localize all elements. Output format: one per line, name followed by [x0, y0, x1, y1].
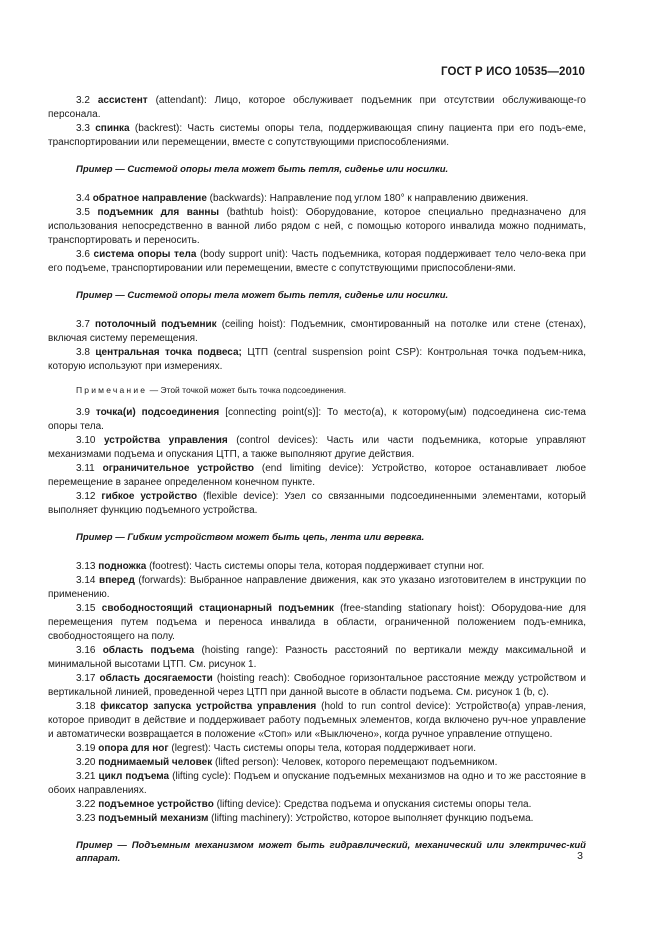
definition-number: 3.21 — [76, 771, 96, 782]
definition-text: (attendant): Лицо, которое обслуживает подъемник при отсутствии обслуживающе-го персонала. — [48, 95, 586, 120]
definition-3-20 — [48, 756, 586, 770]
definition-number: 3.10 — [76, 435, 96, 446]
example-label: Пример — — [76, 290, 125, 301]
definition-text: (hoisting range): Разность расстояний по вертикали между максимальной и минимальной высотами ЦТП. См. рисунок 1. — [48, 645, 586, 670]
page-number: 3 — [577, 850, 583, 862]
definition-text: [connecting point(s)]: То место(а), к которому(ым) подсоединена сис-тема опоры тела. — [48, 407, 586, 432]
definition-number: 3.14 — [76, 575, 96, 586]
definition-number: 3.6 — [76, 249, 90, 260]
definition-3-17 — [48, 672, 586, 700]
definition-number: 3.22 — [76, 799, 96, 810]
definition-text: (lifting machinery): Устройство, которое выполняет функцию подъема. — [208, 813, 534, 824]
definition-term: подъемник для ванны — [97, 207, 219, 218]
definition-term: свободностоящий стационарный подъемник — [101, 603, 334, 614]
definition-3-16 — [48, 644, 586, 672]
definition-term: обратное направление — [92, 193, 207, 204]
definition-3-8 — [48, 346, 586, 374]
definition-number: 3.3 — [76, 123, 90, 134]
definition-number: 3.13 — [76, 561, 96, 572]
definition-term: спинка — [95, 123, 130, 134]
definition-number: 3.18 — [76, 701, 96, 712]
definition-text: (lifting cycle): Подъем и опускание подъемных механизмов на одно и то же расстояние в обоих направлениях. — [48, 771, 586, 796]
example-text: Гибким устройством может быть цепь, лента или веревка. — [124, 532, 425, 543]
definition-number: 3.19 — [76, 743, 96, 754]
definition-text: (legrest): Часть системы опоры тела, которая поддерживает ноги. — [168, 743, 477, 754]
definition-term: область подъема — [102, 645, 195, 656]
definition-text: (backrest): Часть системы опоры тела, поддерживающая спину пациента при его подъ-еме, транспортировании или перемещении, вместе с сопутствующими приспособлениями. — [48, 123, 586, 148]
definition-text: (flexible device): Узел со связанными подсоединенными элементами, который выполняет функцию подъемного устройства. — [48, 491, 586, 516]
example-label: Пример — — [76, 840, 127, 851]
definition-text: (ceiling hoist): Подъемник, смонтированный на потолке или стене (стенах), включая систему перемещения. — [48, 319, 587, 344]
definition-number: 3.8 — [76, 347, 90, 358]
definition-number: 3.2 — [76, 95, 90, 106]
definition-3-18 — [48, 700, 586, 742]
definition-3-3 — [48, 122, 586, 150]
definition-term: поднимаемый человек — [98, 757, 213, 768]
definition-text: (control devices): Часть или части подъемника, которые управляют механизмами подъема и опускания ЦТП, а также выполняют другие действия. — [48, 435, 586, 460]
definition-term: фиксатор запуска устройства управления — [100, 701, 317, 712]
definition-number: 3.16 — [76, 645, 96, 656]
definition-3-19 — [48, 742, 586, 756]
remark-label: Примечание — [76, 385, 148, 395]
definition-term: ассистент — [97, 95, 148, 106]
definition-text: (bathtub hoist): Оборудование, которое специально предназначено для использования непосредственно в ванной либо рядом с ней, с помощью которого инвалида можно поднимать, транспортировать и переносить. — [48, 207, 586, 246]
definition-number: 3.7 — [76, 319, 90, 330]
definition-3-13 — [48, 560, 586, 574]
definition-term: центральная точка подвеса; — [95, 347, 242, 358]
definition-text: (lifting device): Средства подъема и опускания системы опоры тела. — [213, 799, 532, 810]
example-text: Подъемным механизмом может быть гидравлический, механический или электричес-кий аппарат. — [76, 840, 586, 864]
definition-text: (forwards): Выбранное направление движения, как это указано изготовителем в инструкции по применению. — [48, 575, 586, 600]
definition-3-7 — [48, 318, 586, 346]
definition-number: 3.17 — [76, 673, 96, 684]
definition-term: подножка — [98, 561, 147, 572]
definition-term: область досягаемости — [99, 673, 213, 684]
definition-text: (hoisting reach): Свободное горизонтальное расстояние между устройством и вертикальной линией, проведенной через ЦТП при данной высоте в области подъема. См. рисунок 1 (b, c). — [48, 673, 586, 698]
definition-term: потолочный подъемник — [94, 319, 217, 330]
definition-number: 3.12 — [76, 491, 96, 502]
example-text: Системой опоры тела может быть петля, сиденье или носилки. — [124, 164, 449, 175]
definition-number: 3.20 — [76, 757, 96, 768]
example-label: Пример — — [76, 532, 125, 543]
definition-number: 3.9 — [76, 407, 90, 418]
example-note — [48, 531, 586, 544]
definition-text: (hold to run control device): Устройство(а) управ-ления, которое приводит в действие и поддерживает работу подъемных элементов, когда включено руч-ное управление и автоматически возвращается в положение «Стоп» или «Выключено», когда ручное управление отпущено. — [48, 701, 587, 740]
remark-text: — Этой точкой может быть точка подсоединения. — [147, 385, 347, 395]
definition-term: цикл подъема — [98, 771, 170, 782]
definition-text: (free-standing stationary hoist): Оборудова-ние для перемещения путем подъема и переноса инвалида в области, ограниченной положением подъ-емника, свободностоящего на полу. — [48, 603, 586, 642]
example-label: Пример — — [76, 164, 125, 175]
definition-term: система опоры тела — [93, 249, 197, 260]
example-note — [48, 163, 586, 176]
example-note — [48, 289, 586, 302]
definition-text: (end limiting device): Устройство, которое останавливает любое перемещение в заранее определенном конечном пункте. — [48, 463, 587, 488]
definition-number: 3.4 — [76, 193, 90, 204]
definition-text: (body support unit): Часть подъемника, которая поддерживает тело чело-века при его подъеме, транспортировании или перемещении, вместе с сопутствующими приспособлени-ями. — [48, 249, 586, 274]
definition-term: гибкое устройство — [101, 491, 198, 502]
definition-3-2 — [48, 94, 586, 122]
definition-text: (lifted person): Человек, которого перемещают подъемником. — [212, 757, 498, 768]
definition-3-12 — [48, 490, 586, 518]
definition-3-22 — [48, 798, 586, 812]
definition-3-5 — [48, 206, 586, 248]
definition-3-9 — [48, 406, 586, 434]
definition-3-21 — [48, 770, 586, 798]
definition-term: опора для ног — [98, 743, 169, 754]
document-body — [48, 94, 586, 881]
definition-text: ЦТП (central suspension point CSP): Контрольная точка подъем-ника, которую используют при измерениях. — [48, 347, 586, 372]
definition-term: подъемное устройство — [98, 799, 214, 810]
definition-3-10 — [48, 434, 586, 462]
definition-3-4 — [48, 192, 586, 206]
definition-term: точка(и) подсоединения — [95, 407, 220, 418]
definition-3-11 — [48, 462, 586, 490]
definition-number: 3.5 — [76, 207, 90, 218]
standard-header: ГОСТ Р ИСО 10535—2010 — [440, 66, 585, 78]
definition-term: устройства управления — [103, 435, 228, 446]
definition-3-6 — [48, 248, 586, 276]
definition-text: (footrest): Часть системы опоры тела, которая поддерживает ступни ног. — [146, 561, 485, 572]
definition-number: 3.11 — [76, 463, 95, 474]
example-text: Системой опоры тела может быть петля, сиденье или носилки. — [124, 290, 449, 301]
definition-3-23 — [48, 812, 586, 826]
definition-term: подъемный механизм — [98, 813, 209, 824]
example-note — [48, 839, 586, 865]
definition-term: ограничительное устройство — [102, 463, 255, 474]
definition-text: (backwards): Направление под углом 180° к направлению движения. — [206, 193, 529, 204]
remark-note — [48, 384, 586, 396]
definition-number: 3.23 — [76, 813, 96, 824]
definition-number: 3.15 — [76, 603, 96, 614]
definition-term: вперед — [99, 575, 135, 586]
definition-3-15 — [48, 602, 586, 644]
definition-3-14 — [48, 574, 586, 602]
